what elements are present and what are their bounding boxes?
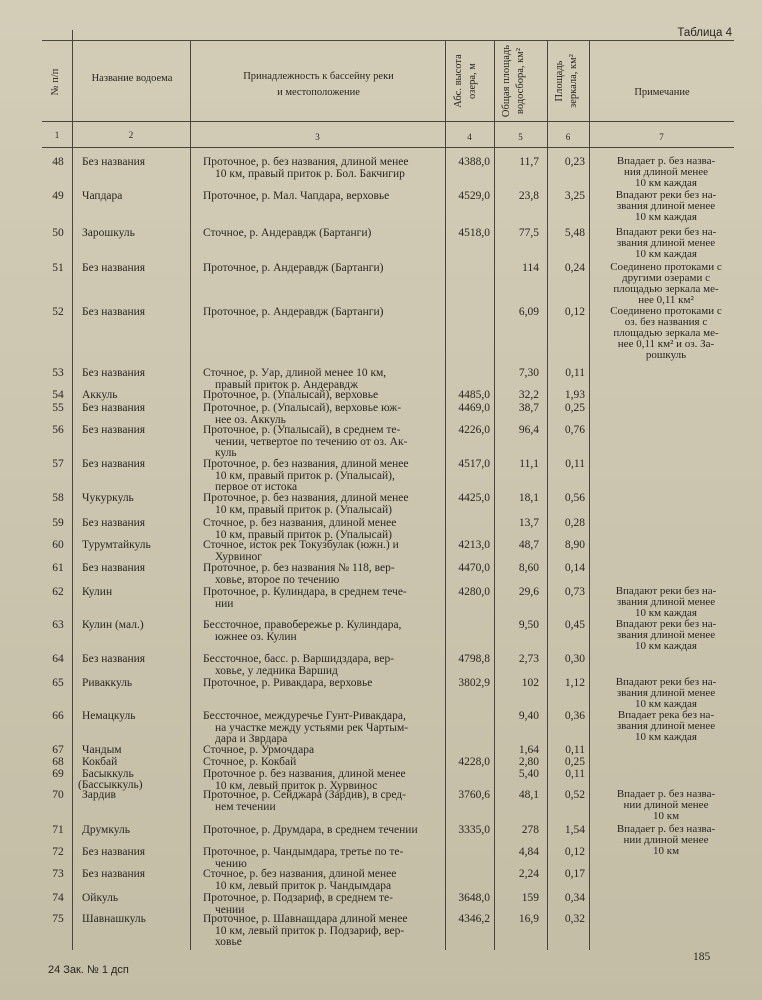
location-line: Проточное, р. Друмдара, в среднем течении (203, 824, 418, 836)
altitude-value: 4485,0 (458, 389, 490, 401)
row-number: 58 (52, 492, 64, 504)
col-rule-2 (190, 40, 191, 950)
location-cell (203, 390, 443, 402)
altitude-value: 3648,0 (458, 892, 490, 904)
location-line: 10 км, правый приток р. (Упалысай) (215, 503, 392, 516)
location-line: 10 км, левый приток р. Хурвинос (215, 779, 378, 792)
table-top-rule (42, 40, 734, 41)
lake-name: Кулин (мал.) (82, 619, 144, 631)
lake-name: Аккуль (82, 389, 118, 401)
location-line: правый приток р. Андеравдж (215, 378, 359, 391)
note-line: Впадают реки без на- (615, 189, 717, 201)
header-alt: Абс. высота озера, м (453, 54, 478, 108)
note-line: звания длиной менее (616, 629, 716, 641)
location-cell (203, 825, 443, 837)
catchment-value: 29,6 (518, 586, 539, 598)
area-value: 0,23 (564, 156, 585, 168)
location-line: 10 км, левый приток р. Подзариф, вер- (215, 924, 405, 937)
location-line: Проточное, р. без названия № 118, вер- (203, 562, 395, 574)
location-line: южнее оз. Кулин (215, 630, 297, 643)
altitude-value: 4518,0 (458, 227, 490, 239)
note-cell (592, 619, 740, 652)
colnum-2: 2 (128, 130, 134, 140)
area-value: 0,17 (564, 868, 585, 880)
location-cell (203, 745, 443, 757)
area-value: 3,25 (564, 190, 585, 202)
location-line: Сточное, р. Урмочдара (203, 744, 315, 756)
location-line: нее оз. Аккуль (215, 413, 286, 426)
location-cell (203, 368, 443, 391)
area-value: 8,90 (564, 539, 585, 551)
colnum-5: 5 (518, 132, 523, 142)
header-basin-2: и местоположение (277, 87, 360, 98)
note-line: Впадает р. без назва- (616, 155, 716, 167)
note-line: рошкуль (645, 349, 687, 361)
location-line: 10 км, левый приток р. Чандымдара (215, 879, 392, 892)
row-number: 52 (52, 306, 64, 318)
catchment-value: 114 (522, 262, 539, 274)
row-number: 64 (52, 653, 64, 665)
area-value: 0,25 (564, 756, 585, 768)
location-line: Проточное, р. Шавнашдара длиной менее (203, 913, 408, 925)
col-rule-6 (589, 40, 590, 950)
location-line: Проточное, р. Сейджара (Зардив), в сред- (203, 789, 406, 801)
lake-name: Без названия (82, 517, 146, 529)
lake-name: Немацкуль (82, 710, 136, 722)
colnum-6: 6 (565, 132, 571, 142)
row-number: 49 (52, 190, 64, 202)
row-number: 62 (52, 586, 64, 598)
row-number: 70 (52, 789, 64, 801)
location-cell (203, 540, 443, 563)
col-rule-1 (72, 30, 73, 950)
location-line: Проточное, р. Ривакдара, верховье (203, 677, 373, 689)
altitude-value: 4280,0 (458, 586, 490, 598)
altitude-value: 4228,0 (458, 756, 490, 768)
lake-name: Без названия (82, 306, 146, 318)
row-number: 63 (52, 619, 64, 631)
location-line: Сточное, р. Уар, длиной менее 10 км, (203, 367, 387, 379)
row-number: 53 (52, 367, 64, 379)
area-value: 0,76 (564, 424, 585, 436)
row-number: 66 (52, 710, 64, 722)
note-line: 10 км каждая (634, 248, 697, 260)
colnum-1: 1 (54, 130, 60, 140)
location-line: Проточное, р. без названия, длиной менее (203, 492, 409, 504)
catchment-value: 38,7 (518, 402, 539, 414)
row-number: 61 (52, 562, 64, 574)
colnum-7: 7 (659, 132, 664, 142)
location-line: Сточное, р. Кокбай (203, 756, 297, 768)
location-line: на участке между устьями рек Чартым- (215, 721, 409, 734)
area-value: 0,56 (564, 492, 585, 504)
location-line: нии (215, 597, 234, 610)
page-number: 185 (693, 951, 711, 963)
lake-name: Чукуркуль (82, 492, 134, 504)
area-value: 0,32 (564, 913, 585, 925)
row-number: 73 (52, 868, 64, 880)
colnum-3: 3 (315, 132, 320, 142)
catchment-value: 9,40 (518, 710, 539, 722)
note-cell (592, 190, 740, 223)
note-cell (592, 262, 740, 306)
note-line: 10 км каждая (634, 640, 697, 652)
catchment-value: 4,84 (518, 846, 539, 858)
lake-name: Без названия (82, 402, 146, 414)
note-line: звания длиной менее (616, 237, 716, 249)
row-number: 55 (52, 402, 64, 414)
lake-name: Чапдара (82, 190, 123, 202)
note-line: звания длиной менее (616, 720, 716, 732)
location-cell (203, 847, 443, 870)
area-value: 0,28 (564, 517, 585, 529)
location-line: Бессточное, правобережье р. Кулиндара, (203, 619, 402, 631)
location-line: 10 км, правый приток р. (Упалысай) (215, 528, 392, 541)
row-number: 67 (52, 744, 64, 756)
note-line: звания длиной менее (616, 687, 716, 699)
note-cell (592, 677, 740, 710)
catchment-value: 18,1 (518, 492, 539, 504)
altitude-value: 3760,6 (458, 789, 490, 801)
lake-name: Зардив (82, 789, 116, 801)
colnum-bottom-rule (42, 147, 734, 148)
location-line: Проточное, р. без названия, длиной менее (203, 458, 409, 470)
location-cell (203, 157, 443, 180)
note-cell (592, 824, 740, 857)
altitude-value: 4517,0 (458, 458, 490, 470)
note-line: другими озерами с (621, 272, 711, 284)
altitude-value: 4469,0 (458, 402, 490, 414)
location-line: первое от истока (215, 481, 298, 493)
altitude-value: 4798,8 (458, 653, 490, 665)
note-line: 10 км (652, 845, 680, 857)
note-line: нии длиной менее (623, 834, 709, 846)
table-label: Таблица 4 (677, 27, 732, 39)
note-line: площадью зеркала ме- (613, 327, 719, 339)
header-area: Площадь зеркала, км² (554, 54, 579, 108)
location-cell (203, 757, 443, 769)
row-number: 72 (52, 846, 64, 858)
location-line: нем течении (215, 800, 276, 813)
note-cell (592, 586, 740, 619)
altitude-value: 3802,9 (458, 677, 490, 689)
header-name: Название водоема (91, 73, 173, 84)
location-cell (203, 518, 443, 541)
lake-name: Без названия (82, 367, 146, 379)
catchment-value: 48,7 (518, 539, 539, 551)
note-line: Впадают реки без на- (615, 676, 717, 688)
note-line: Соединено протоками с (610, 261, 722, 273)
header-catch: Общая площадь водосбора, км² (501, 44, 526, 118)
row-number: 59 (52, 517, 64, 529)
note-line: 10 км каждая (634, 698, 697, 710)
location-cell (203, 790, 443, 813)
location-cell (203, 425, 443, 460)
catchment-value: 11,7 (519, 156, 539, 168)
catchment-value: 9,50 (518, 619, 539, 631)
location-line: Проточное, р. Кулиндара, в среднем тече- (203, 586, 407, 598)
location-line: чении, четвертое по течению от оз. Ак- (215, 435, 408, 448)
area-value: 0,14 (564, 562, 585, 574)
area-value: 0,11 (565, 458, 585, 470)
area-value: 0,30 (564, 653, 585, 665)
lake-name: Без названия (82, 846, 146, 858)
area-value: 0,34 (564, 892, 585, 904)
catchment-value: 8,60 (518, 562, 539, 574)
catchment-value: 5,40 (518, 768, 539, 780)
colnum-4: 4 (467, 132, 472, 142)
area-value: 0,24 (564, 262, 585, 274)
note-line: Впадает р. без назва- (616, 788, 716, 800)
location-line: Проточное, р. без названия, длиной менее (203, 156, 409, 168)
lake-name: Без названия (82, 868, 146, 880)
area-value: 0,45 (564, 619, 585, 631)
location-line: Хурвиног (215, 550, 262, 563)
location-cell (203, 228, 443, 240)
lake-name: Кулин (82, 586, 113, 598)
area-value: 1,12 (564, 677, 585, 689)
lake-name: Без названия (82, 458, 146, 470)
location-line: Проточное, р. Андеравдж (Бартанги) (203, 306, 384, 318)
location-line: Бессточное, междуречье Гунт-Ривакдара, (203, 710, 406, 722)
row-number: 48 (52, 156, 64, 168)
location-cell (203, 459, 443, 494)
catchment-value: 2,73 (518, 653, 539, 665)
lake-name: Турумтайкуль (82, 539, 151, 551)
location-cell (203, 654, 443, 677)
area-value: 0,11 (565, 367, 585, 379)
lake-name: Шавнашкуль (82, 913, 146, 925)
row-number: 57 (52, 458, 64, 470)
location-line: Проточное, р. (Упалысай), верховье юж- (203, 402, 402, 414)
altitude-value: 4346,2 (458, 913, 490, 925)
catchment-value: 48,1 (518, 789, 539, 801)
lake-name-alt: (Бассыккуль) (78, 779, 143, 791)
note-line: 10 км каждая (634, 211, 697, 223)
area-value: 0,52 (564, 789, 585, 801)
catchment-value: 2,24 (518, 868, 539, 880)
note-line: звания длиной менее (616, 596, 716, 608)
location-cell (203, 307, 443, 319)
altitude-value: 4213,0 (458, 539, 490, 551)
row-number: 51 (52, 262, 64, 274)
note-line: 10 км каждая (634, 177, 697, 189)
area-value: 1,93 (564, 389, 585, 401)
note-line: Впадают реки без на- (615, 585, 717, 597)
note-line: 10 км (652, 810, 680, 822)
row-number: 56 (52, 424, 64, 436)
lake-name: Друмкуль (82, 824, 130, 836)
note-cell (592, 156, 740, 189)
location-line: куль (215, 447, 237, 459)
note-line: Впадает река без на- (617, 709, 715, 721)
location-line: чении (215, 903, 245, 916)
location-cell (203, 678, 443, 690)
note-line: оз. без названия с (624, 316, 708, 328)
header-note: Примечание (634, 87, 690, 98)
note-cell (592, 227, 740, 260)
altitude-value: 4388,0 (458, 156, 490, 168)
location-line: ховье (215, 936, 242, 948)
note-line: нии длиной менее (623, 799, 709, 811)
catchment-value: 96,4 (518, 424, 539, 436)
note-line: 10 км каждая (634, 731, 697, 743)
location-line: ховье, второе по течению (215, 573, 340, 586)
location-line: Проточное, р. Чандымдара, третье по те- (203, 846, 404, 858)
altitude-value: 4529,0 (458, 190, 490, 202)
note-line: Впадают реки без на- (615, 618, 717, 630)
area-value: 0,11 (565, 744, 585, 756)
location-line: ховье, у ледника Варшид (215, 664, 338, 677)
catchment-value: 13,7 (518, 517, 539, 529)
location-cell (203, 620, 443, 643)
altitude-value: 4425,0 (458, 492, 490, 504)
location-cell (203, 493, 443, 516)
location-line: Проточное, р. (Упалысай), верховье (203, 389, 379, 401)
lake-name: Без названия (82, 424, 146, 436)
altitude-value: 4470,0 (458, 562, 490, 574)
catchment-value: 6,09 (518, 306, 539, 318)
altitude-value: 3335,0 (458, 824, 490, 836)
row-number: 65 (52, 677, 64, 689)
catchment-value: 23,8 (518, 190, 539, 202)
note-cell (592, 306, 740, 361)
location-line: дара и Зврдара (215, 733, 288, 745)
catchment-value: 2,80 (518, 756, 539, 768)
note-cell (592, 789, 740, 822)
lake-name: Кокбай (82, 756, 118, 768)
catchment-value: 77,5 (518, 227, 539, 239)
location-line: Проточное р. без названия, длиной менее (203, 768, 406, 780)
location-line: Проточное, р. Мал. Чапдара, верховье (203, 190, 390, 202)
catchment-value: 159 (521, 892, 539, 904)
area-value: 0,36 (564, 710, 585, 722)
lake-name: Без названия (82, 262, 146, 274)
altitude-value: 4226,0 (458, 424, 490, 436)
row-number: 74 (52, 892, 64, 904)
location-line: 10 км, правый приток р. Бол. Бакчигир (215, 167, 405, 180)
area-value: 0,25 (564, 402, 585, 414)
lake-name: Без названия (82, 653, 146, 665)
header-bottom-rule (42, 121, 734, 122)
note-line: ния длиной менее (623, 166, 709, 178)
location-cell (203, 914, 443, 949)
area-value: 5,48 (564, 227, 585, 239)
lake-name: Ойкуль (82, 892, 119, 904)
lake-name: Без названия (82, 156, 146, 168)
row-number: 54 (52, 389, 64, 401)
location-line: чению (215, 857, 247, 870)
catchment-value: 11,1 (519, 458, 539, 470)
location-line: Сточное, р. без названия, длиной менее (203, 868, 397, 880)
location-line: Бессточное, басс. р. Варшидздара, вер- (203, 653, 395, 665)
row-number: 50 (52, 227, 64, 239)
note-line: нее 0,11 км² и оз. За- (617, 338, 715, 350)
location-line: 10 км, правый приток р. (Упалысай), (215, 469, 395, 482)
location-line: Проточное, р. Подзариф, в среднем те- (203, 892, 393, 904)
lake-name: Зарошкуль (82, 227, 135, 239)
note-cell (592, 710, 740, 743)
location-cell (203, 711, 443, 746)
catchment-value: 278 (521, 824, 539, 836)
location-cell (203, 587, 443, 610)
header-num: № п/п (50, 68, 61, 96)
catchment-value: 32,2 (518, 389, 539, 401)
note-line: 10 км каждая (634, 607, 697, 619)
area-value: 0,73 (564, 586, 585, 598)
catchment-value: 7,30 (518, 367, 539, 379)
location-cell (203, 563, 443, 586)
location-line: Проточное, р. Андеравдж (Бартанги) (203, 262, 384, 274)
location-cell (203, 869, 443, 892)
lake-name: Басыккуль (82, 768, 134, 780)
location-line: Проточное, р. (Упалысай), в среднем те- (203, 424, 401, 436)
note-line: звания длиной менее (616, 200, 716, 212)
area-value: 0,11 (565, 768, 585, 780)
catchment-value: 1,64 (518, 744, 539, 756)
note-line: нее 0,11 км² (638, 294, 694, 306)
note-line: Впадает р. без назва- (616, 823, 716, 835)
lake-name: Чандым (82, 744, 122, 756)
row-number: 71 (52, 824, 64, 836)
row-number: 69 (52, 768, 64, 780)
row-number: 68 (52, 756, 64, 768)
location-cell (203, 191, 443, 203)
area-value: 0,12 (564, 306, 585, 318)
area-value: 1,54 (564, 824, 585, 836)
footer-left: 24 Зак. № 1 дсп (48, 964, 129, 976)
row-number: 60 (52, 539, 64, 551)
note-line: Впадают реки без на- (615, 226, 717, 238)
lake-name: Без названия (82, 562, 146, 574)
lake-name: Риваккуль (82, 677, 133, 689)
header-basin: Принадлежность к бассейну реки (243, 71, 394, 82)
note-line: Соединено протоками с (610, 305, 722, 317)
area-value: 0,12 (564, 846, 585, 858)
location-cell (203, 403, 443, 426)
row-number: 75 (52, 913, 64, 925)
note-line: площадью зеркала ме- (613, 283, 719, 295)
location-line: Сточное, исток рек Токузбулак (южн.) и (203, 539, 399, 551)
location-line: Сточное, р. без названия, длиной менее (203, 517, 397, 529)
location-cell (203, 263, 443, 275)
catchment-value: 102 (521, 677, 539, 689)
catchment-value: 16,9 (518, 913, 539, 925)
location-line: Сточное, р. Андеравдж (Бартанги) (203, 227, 372, 239)
